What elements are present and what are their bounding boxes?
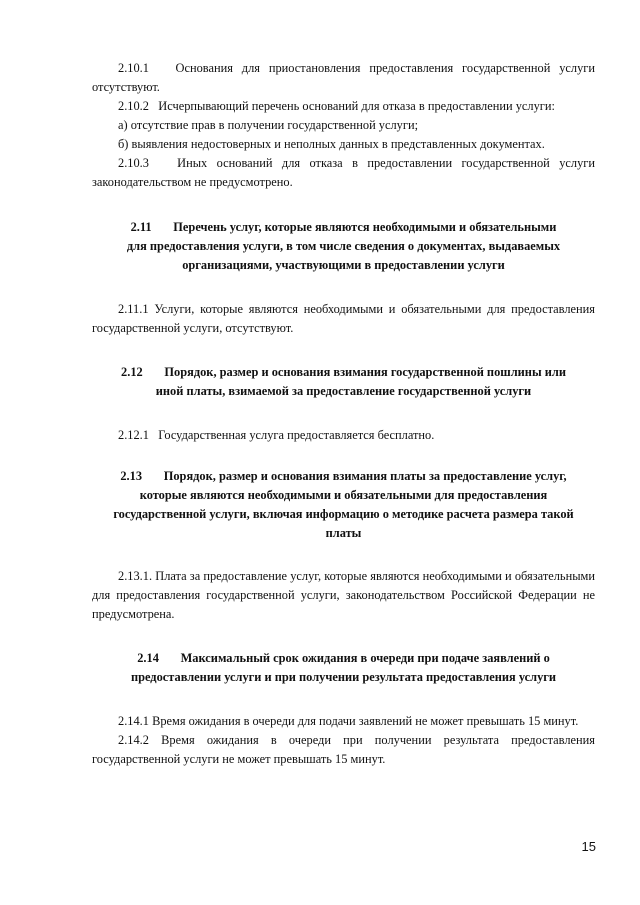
heading-2-11-line-3: организациями, участвующими в предоставлении услуги xyxy=(182,258,505,272)
paragraph-2-11-1: 2.11.1 Услуги, которые являются необходимыми и обязательными для предоставления государственной услуги, отсутствуют. xyxy=(92,302,595,335)
section-heading-2-11 xyxy=(92,218,595,275)
list-item-2-10-2-b: б) выявления недостоверных и неполных данных в представленных документах. xyxy=(118,137,545,151)
heading-2-11-line-1: 2.11 Перечень услуг, которые являются необходимыми и обязательными xyxy=(130,220,557,234)
section-heading-2-12 xyxy=(92,363,595,401)
paragraph-2-14-2: 2.14.2 Время ожидания в очереди при получении результата предоставления государственной услуги не может превышать 15 минут. xyxy=(92,733,595,766)
section-heading-2-14 xyxy=(92,649,595,687)
heading-2-13-line-2: которые являются необходимыми и обязательными для предоставления xyxy=(139,488,548,502)
page-number: 15 xyxy=(581,839,596,854)
heading-2-12-line-2: иной платы, взимаемой за предоставление государственной услуги xyxy=(155,384,532,398)
paragraph-2-14-1: 2.14.1 Время ожидания в очереди для подачи заявлений не может превышать 15 минут. xyxy=(118,714,579,728)
paragraph-2-10-1: 2.10.1 Основания для приостановления предоставления государственной услуги отсутствуют. xyxy=(92,61,595,94)
heading-2-14-line-2: предоставлении услуги и при получении результата предоставления услуги xyxy=(130,670,557,684)
heading-2-13-line-3: государственной услуги, включая информацию о методике расчета размера такой xyxy=(113,507,574,521)
heading-2-13-line-4: платы xyxy=(325,526,362,540)
list-item-2-10-2-a: а) отсутствие прав в получении государственной услуги; xyxy=(118,118,419,132)
paragraph-2-10-2: 2.10.2 Исчерпывающий перечень оснований для отказа в предоставлении услуги: xyxy=(118,99,555,113)
heading-2-11-line-2: для предоставления услуги, в том числе сведения о документах, выдаваемых xyxy=(126,239,561,253)
paragraph-2-12-1: 2.12.1 Государственная услуга предоставляется бесплатно. xyxy=(118,428,435,442)
heading-2-14-line-1: 2.14 Максимальный срок ожидания в очереди при подаче заявлений о xyxy=(137,651,550,665)
section-heading-2-13 xyxy=(92,467,595,543)
paragraph-2-13-1: 2.13.1. Плата за предоставление услуг, которые являются необходимыми и обязательными для предоставления государственной услуги, законодательством Российской Федерации не предусмотрена. xyxy=(92,569,595,621)
paragraph-2-10-3: 2.10.3 Иных оснований для отказа в предоставлении государственной услуги законодательством не предусмотрено. xyxy=(92,156,595,189)
heading-2-13-line-1: 2.13 Порядок, размер и основания взимания платы за предоставление услуг, xyxy=(120,469,567,483)
page-content xyxy=(92,59,595,769)
heading-2-12-line-1: 2.12 Порядок, размер и основания взимания государственной пошлины или xyxy=(121,365,566,379)
